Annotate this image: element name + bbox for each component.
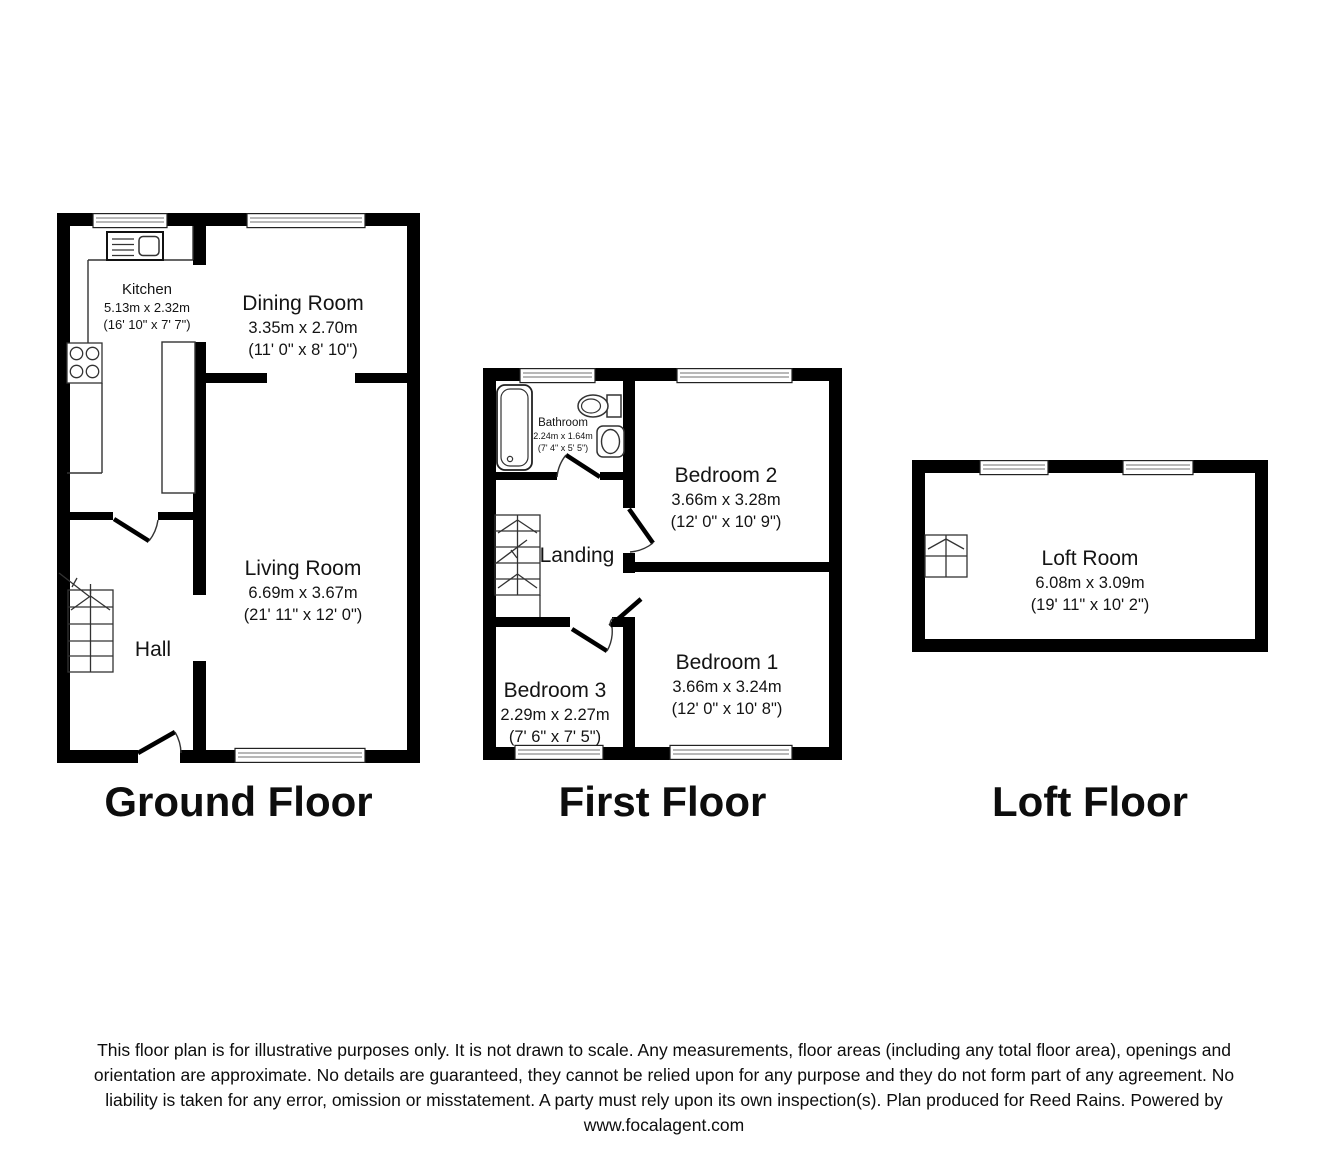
window [677,369,792,383]
room-label-landing: Landing [539,544,615,567]
room-label-bedroom-2: Bedroom 2 3.66m x 3.28m (12' 0" x 10' 9") [670,464,782,531]
loft-floor-plan [912,460,1268,652]
ground-floor-plan [57,213,420,763]
room-label-bathroom: Bathroom 2.24m x 1.64m (7' 4" x 5' 5") [533,417,593,453]
first-floor-plan [483,368,842,760]
disclaimer [0,1038,1328,1138]
room-label-hall: Hall [134,638,172,661]
window [247,214,365,228]
stairs-icon [925,535,967,577]
floor-title-ground: Ground Floor [104,778,373,825]
window [670,745,792,759]
room-label-bedroom-1: Bedroom 1 3.66m x 3.24m (12' 0" x 10' 8") [671,651,783,718]
window [235,748,365,762]
room-label-dining-room: Dining Room 3.35m x 2.70m (11' 0" x 8' 10") [242,292,364,359]
window [1123,461,1193,475]
door-swing [572,627,612,651]
window [93,214,167,228]
disclaimer-line: www.focalagent.com [583,1115,745,1135]
window [520,369,595,383]
peninsula-unit [162,342,195,493]
disclaimer-line: orientation are approximate. No details are guaranteed, they cannot be relied upon for any purpose and they do not form part of any agreement. No [93,1065,1235,1085]
toilet-icon [578,395,621,417]
room-label-bedroom-3: Bedroom 3 2.29m x 2.27m (7' 6" x 7' 5") [500,679,610,746]
kitchen-sink-icon [107,232,163,260]
floor-title-first: First Floor [558,778,767,825]
disclaimer-line: This floor plan is for illustrative purposes only. It is not drawn to scale. Any measurements, floor areas (including any total floor area), openings and [97,1040,1231,1060]
room-label-living-room: Living Room 6.69m x 3.67m (21' 11" x 12' 0") [243,557,363,624]
room-label-kitchen: Kitchen 5.13m x 2.32m (16' 10" x 7' 7") [103,281,191,332]
door-swing [557,455,600,477]
room-label-loft-room: Loft Room 6.08m x 3.09m (19' 11" x 10' 2") [1030,547,1150,614]
door-swing [114,519,158,541]
disclaimer-line: liability is taken for any error, omission or misstatement. A party must rely upon its own inspection(s). Plan produced for Reed Rains. Powered by [105,1090,1223,1110]
floor-title-loft: Loft Floor [992,778,1188,825]
window [980,461,1048,475]
hob-icon [67,343,102,383]
